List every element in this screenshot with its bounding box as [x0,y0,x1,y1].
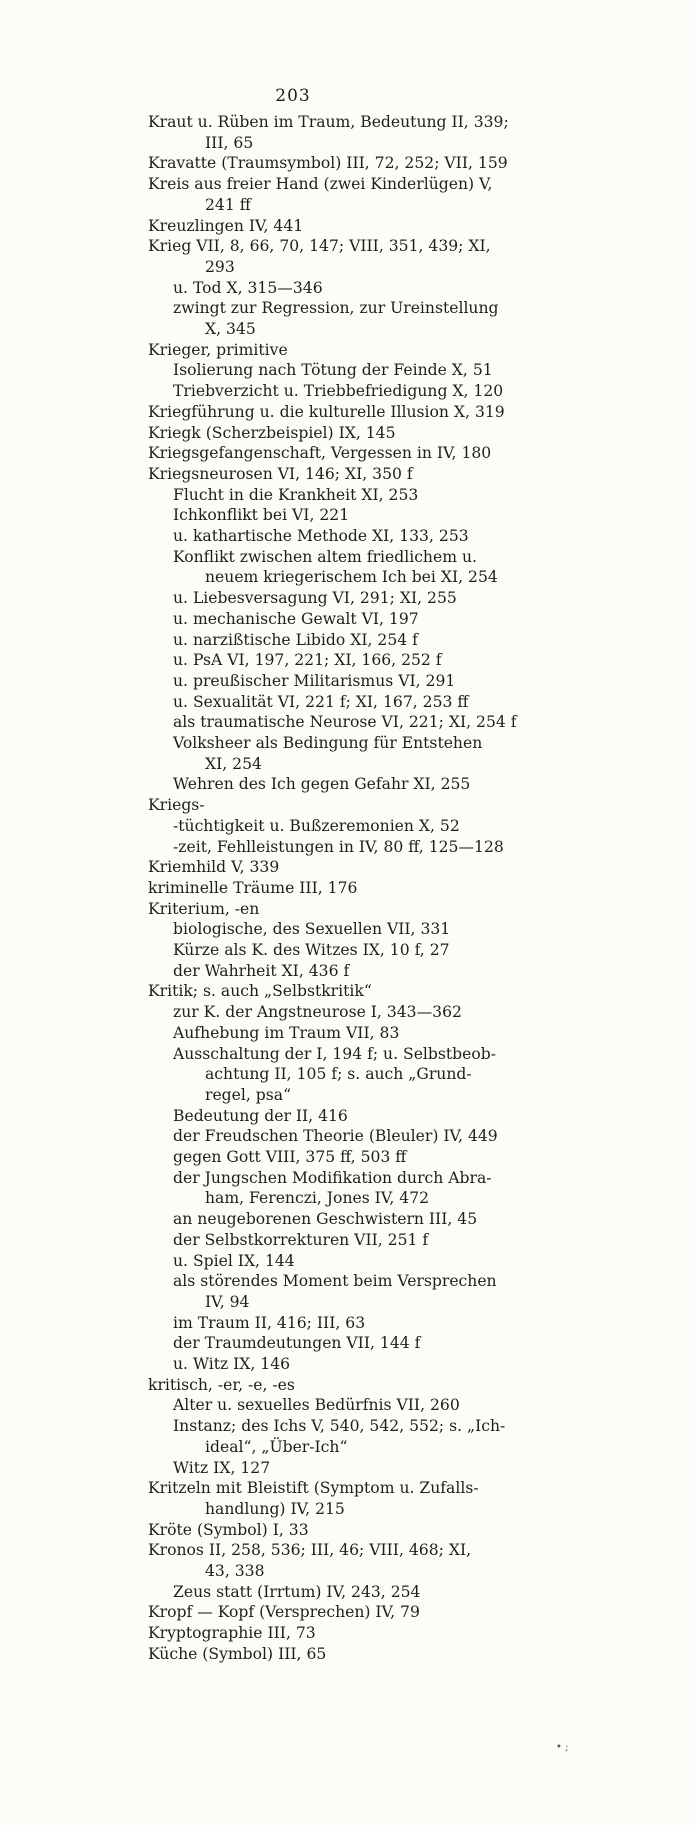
index-line: Ausschaltung der I, 194 f; u. Selbstbeob- [173,1044,497,1063]
index-line: Kriegsgefangenschaft, Vergessen in IV, 180 [148,444,492,463]
index-line: u. preußischer Militarismus VI, 291 [173,671,456,690]
index-line: Kreis aus freier Hand (zwei Kinderlügen) V, [148,175,493,194]
index-line: Kreuzlingen IV, 441 [148,216,304,235]
index-line: Kriterium, -en [148,899,260,918]
index-line: -zeit, Fehlleistungen in IV, 80 ff, 125—128 [173,837,504,856]
index-line: Kriegsneurosen VI, 146; XI, 350 f [148,464,413,483]
index-line: der Wahrheit XI, 436 f [173,961,350,980]
index-line: Triebverzicht u. Triebbefriedigung X, 120 [173,382,504,401]
index-line: ideal“, „Über-Ich“ [205,1437,348,1456]
index-line: -tüchtigkeit u. Bußzeremonien X, 52 [173,816,460,835]
index-line: u. Liebesversagung VI, 291; XI, 255 [173,589,457,608]
index-line: zwingt zur Regression, zur Ureinstellung [173,299,499,318]
index-line: Kritik; s. auch „Selbstkritik“ [148,982,372,1001]
index-line: Alter u. sexuelles Bedürfnis VII, 260 [173,1396,460,1415]
index-line: Kryptographie III, 73 [148,1624,316,1643]
index-line: Bedeutung der II, 416 [173,1106,348,1125]
index-line: Wehren des Ich gegen Gefahr XI, 255 [173,775,471,794]
index-line: Kriegführung u. die kulturelle Illusion X, 319 [148,402,505,421]
index-line: Flucht in die Krankheit XI, 253 [173,485,419,504]
index-line: gegen Gott VIII, 375 ff, 503 ff [173,1148,407,1166]
page-mark: • ; [556,1742,569,1753]
index-line: Kriegs- [148,796,205,815]
index-line: achtung II, 105 f; s. auch „Grund- [205,1065,472,1084]
index-line: u. Tod X, 315—346 [173,278,323,297]
index-line: X, 345 [205,320,256,338]
index-line: Kriegk (Scherzbeispiel) IX, 145 [148,423,396,442]
index-line: u. mechanische Gewalt VI, 197 [173,609,419,628]
index-line: im Traum II, 416; III, 63 [173,1313,366,1332]
index-line: der Jungschen Modifikation durch Abra- [173,1168,492,1187]
index-line: u. kathartische Methode XI, 133, 253 [173,527,469,545]
index-line: neuem kriegerischem Ich bei XI, 254 [205,568,498,587]
index-line: Kritzeln mit Bleistift (Symptom u. Zufalls- [148,1479,479,1498]
index-line: Kravatte (Traumsymbol) III, 72, 252; VII, 159 [148,154,508,173]
index-line: an neugeborenen Geschwistern III, 45 [173,1210,478,1229]
index-line: als störendes Moment beim Versprechen [173,1272,497,1291]
index-line: IV, 94 [205,1292,250,1311]
index-line: Krieg VII, 8, 66, 70, 147; VIII, 351, 439; XI, [148,237,491,256]
index-line: XI, 254 [205,754,262,773]
index-line: Ichkonflikt bei VI, 221 [173,506,350,525]
index-line: Kriemhild V, 339 [148,858,280,877]
index-line: der Traumdeutungen VII, 144 f [173,1334,421,1353]
index-line: zur K. der Angstneurose I, 343—362 [173,1003,462,1022]
index-line: Krieger, primitive [148,340,288,359]
index-line: Kronos II, 258, 536; III, 46; VIII, 468; XI, [148,1541,472,1560]
index-line: der Freudschen Theorie (Bleuler) IV, 449 [173,1127,498,1146]
index-line: u. Witz IX, 146 [173,1355,291,1373]
index-line: handlung) IV, 215 [205,1499,345,1518]
index-line: u. narzißtische Libido XI, 254 f [173,630,418,649]
index-line: kritisch, -er, -e, -es [148,1375,295,1394]
index-line: der Selbstkorrekturen VII, 251 f [173,1230,429,1249]
index-line: ham, Ferenczi, Jones IV, 472 [205,1189,430,1208]
index-line: u. Sexualität VI, 221 f; XI, 167, 253 ff [173,692,469,711]
index-line: 241 ff [205,195,251,214]
index-line: u. Spiel IX, 144 [173,1251,295,1270]
index-line: 43, 338 [205,1562,265,1580]
index-line: Kürze als K. des Witzes IX, 10 f, 27 [173,941,450,959]
index-line: 293 [205,257,235,276]
index-line: biologische, des Sexuellen VII, 331 [173,920,451,939]
index-line: III, 65 [205,133,254,152]
index-line: u. PsA VI, 197, 221; XI, 166, 252 f [173,651,442,670]
index-line: Zeus statt (Irrtum) IV, 243, 254 [173,1582,421,1601]
index-line: Kröte (Symbol) I, 33 [148,1520,309,1539]
index-line: Aufhebung im Traum VII, 83 [173,1023,400,1042]
index-line: Konflikt zwischen altem friedlichem u. [173,547,477,566]
index-line: Witz IX, 127 [173,1458,271,1477]
index-line: Kropf — Kopf (Versprechen) IV, 79 [148,1603,420,1622]
index-line: regel, psa“ [205,1085,292,1104]
index-line: als traumatische Neurose VI, 221; XI, 254 f [173,713,517,732]
index-line: Isolierung nach Tötung der Feinde X, 51 [173,361,493,380]
index-line: Kraut u. Rüben im Traum, Bedeutung II, 339; [148,113,509,131]
page-number: 203 [275,86,311,106]
index-line: Instanz; des Ichs V, 540, 542, 552; s. „Ich- [173,1417,506,1436]
index-line: Volksheer als Bedingung für Entstehen [173,734,483,752]
index-line: kriminelle Träume III, 176 [148,878,358,897]
index-line: Küche (Symbol) III, 65 [148,1644,327,1663]
